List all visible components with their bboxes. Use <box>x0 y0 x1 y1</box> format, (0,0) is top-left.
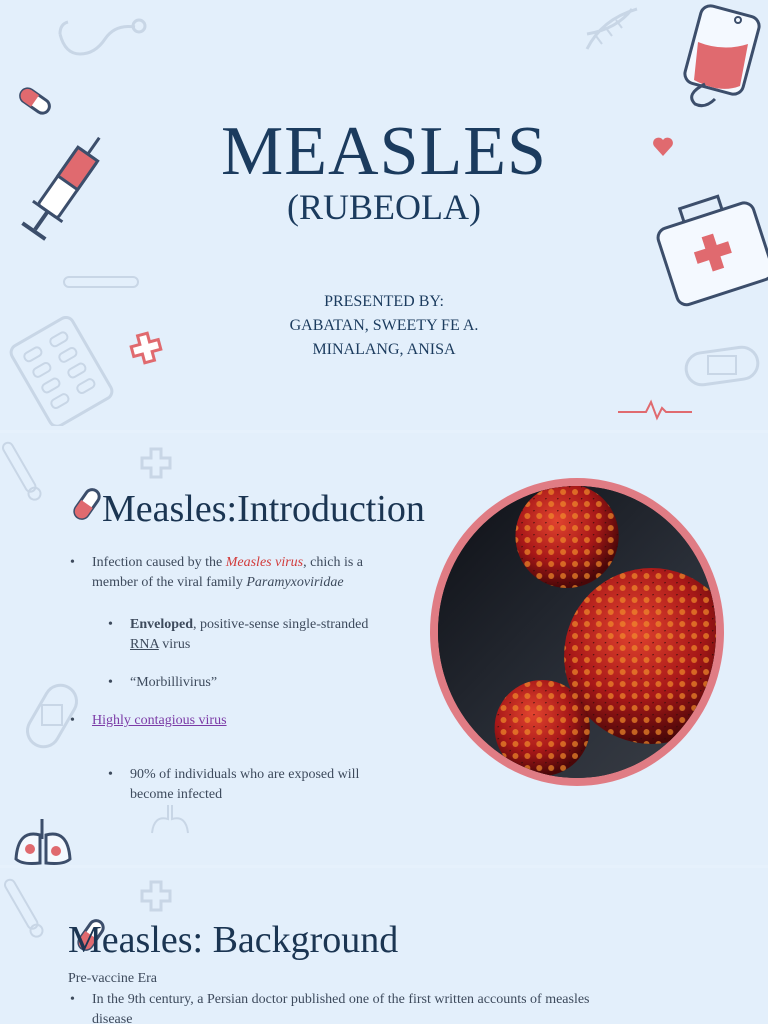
list-item: • “Morbillivirus” <box>108 675 218 690</box>
presenters-block <box>0 290 768 362</box>
presenter-name: MINALANG, ANISA <box>312 341 456 358</box>
section-title: Measles: Background <box>68 919 399 961</box>
cross-icon <box>138 445 174 481</box>
page-title: MEASLES <box>221 113 547 190</box>
list-item: • In the 9th century, a Persian doctor published one of the first written accounts of measles disease <box>70 992 590 1024</box>
list-item: • Enveloped, positive-sense single-stranded RNA virus <box>108 617 369 652</box>
page-subtitle: (RUBEOLA) <box>287 187 481 227</box>
measles-virus-image <box>430 478 724 786</box>
presented-by-label: PRESENTED BY: <box>324 293 444 310</box>
stethoscope-icon <box>55 14 150 64</box>
thermometer-icon <box>4 874 44 944</box>
section-title: Measles:Introduction <box>102 488 425 530</box>
virus-name: Measles virus <box>225 555 304 570</box>
list-item: • Highly contagious virus <box>70 713 227 728</box>
pill-icon <box>70 485 104 523</box>
presenter-name: GABATAN, SWEETY FE A. <box>289 317 479 334</box>
thermometer-icon <box>62 272 142 292</box>
list-item: • Infection caused by the Measles virus, chich is a member of the viral family Paramyxoviridae <box>70 555 363 590</box>
cross-icon <box>138 878 174 914</box>
list-item: • 90% of individuals who are exposed will become infected <box>108 767 360 802</box>
era-label: Pre-vaccine Era <box>68 971 157 986</box>
virus-family: Paramyxoviridae <box>246 575 344 590</box>
lungs-icon <box>148 801 192 837</box>
lungs-icon <box>12 817 74 865</box>
thermometer-icon <box>2 437 42 507</box>
contagious-link[interactable]: Highly contagious virus <box>92 713 227 728</box>
blood-bag-icon <box>680 4 768 109</box>
dna-icon <box>582 4 642 54</box>
heartbeat-icon <box>616 398 694 422</box>
background-slide <box>0 868 768 1024</box>
title-slide <box>0 0 768 430</box>
